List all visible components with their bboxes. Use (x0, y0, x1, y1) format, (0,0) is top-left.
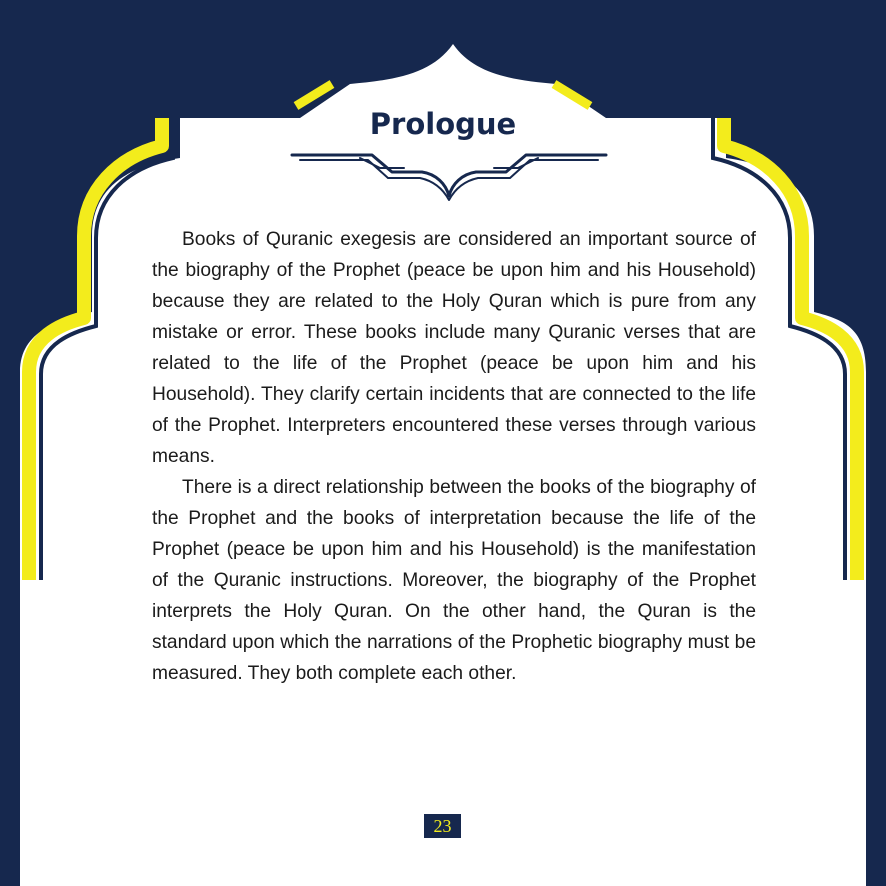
body-text (152, 224, 756, 689)
paragraph-1: Books of Quranic exegesis are considered an important source of the biography of the Prophet (peace be upon him and his Household) because they are related to the Holy Quran which is pure from any mistake or error. These books include many Quranic verses that are related to the life of the Prophet (peace be upon him and his Household). They clarify certain incidents that are connected to the life of the Prophet. Interpreters encountered these verses through various means. (152, 229, 756, 467)
page-title: Prologue (369, 107, 517, 141)
page-number-badge: 23 (424, 814, 461, 838)
paragraph-2: There is a direct relationship between the books of the biography of the Prophet and the books of interpretation because the life of the Prophet (peace be upon him and his Household) is the manifestation of the Quranic instructions. Moreover, the biography of the Prophet interprets the Holy Quran. On the other hand, the Quran is the standard upon which the narrations of the Prophetic biography must be measured. They both complete each other. (152, 477, 756, 684)
